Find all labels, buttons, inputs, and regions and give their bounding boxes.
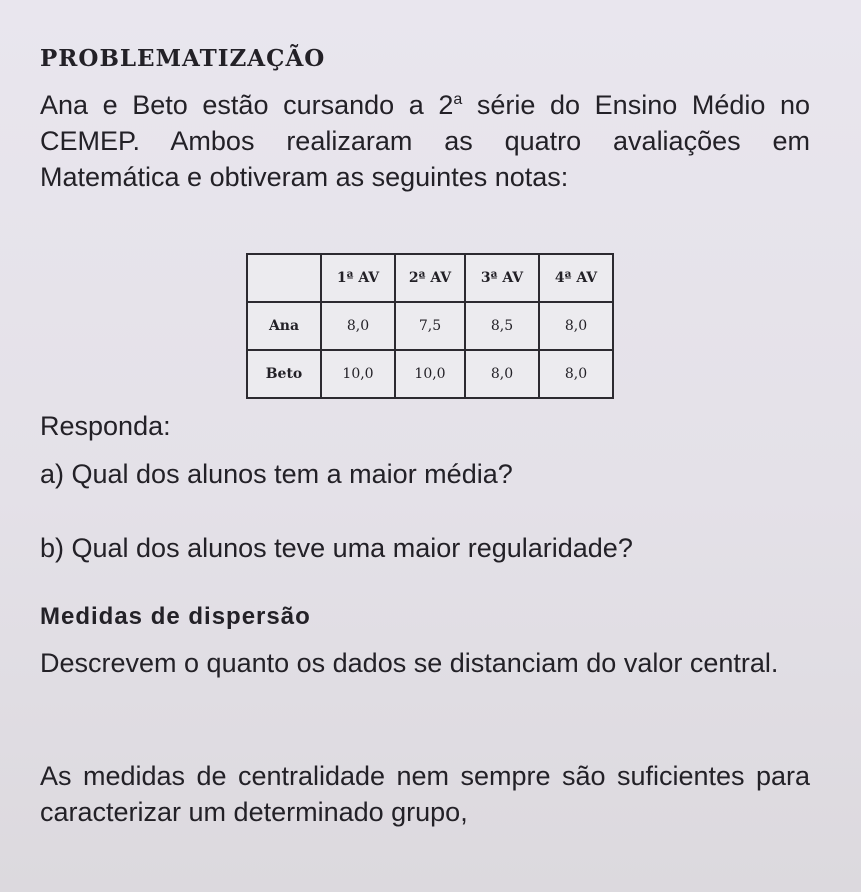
- grade-cell: 8,5: [465, 302, 539, 350]
- page-heading: PROBLEMATIZAÇÃO: [40, 45, 326, 72]
- question-b: b) Qual dos alunos teve uma maior regularidade?: [40, 533, 633, 563]
- grade-cell: 7,5: [395, 302, 465, 350]
- table-row-ana: [247, 302, 613, 350]
- intro-superscript: a: [453, 91, 463, 108]
- responda-label: Responda:: [40, 411, 171, 441]
- header-cell-av3: 3ª AV: [465, 254, 539, 302]
- intro-paragraph: [40, 82, 810, 195]
- question-a: a) Qual dos alunos tem a maior média?: [40, 459, 513, 489]
- grade-cell: 8,0: [321, 302, 395, 350]
- header-cell-av2: 2ª AV: [395, 254, 465, 302]
- grade-cell: 10,0: [321, 350, 395, 398]
- grade-cell: 8,0: [465, 350, 539, 398]
- closing-text: As medidas de centralidade nem sempre são suficientes para caracterizar um determinado grupo,: [40, 761, 810, 827]
- intro-text-2: série do Ensino Médio no CEMEP. Ambos realizaram as quatro avaliações em Matemática e obtiveram as seguintes notas:: [40, 90, 811, 192]
- section-text: Descrevem o quanto os dados se distanciam do valor central.: [40, 648, 779, 678]
- table-row-beto: [247, 350, 613, 398]
- table-header-row: [247, 254, 613, 302]
- grade-cell: 8,0: [539, 350, 613, 398]
- grades-table: [246, 253, 614, 399]
- header-cell-av4: 4ª AV: [539, 254, 613, 302]
- row-label-beto: Beto: [247, 350, 321, 398]
- row-label-ana: Ana: [247, 302, 321, 350]
- grade-cell: 10,0: [395, 350, 465, 398]
- header-cell-av1: 1ª AV: [321, 254, 395, 302]
- intro-text-1: Ana e Beto estão cursando a 2: [40, 90, 454, 120]
- header-cell-empty: [247, 254, 321, 302]
- grade-cell: 8,0: [539, 302, 613, 350]
- section-title: Medidas de dispersão: [40, 603, 311, 630]
